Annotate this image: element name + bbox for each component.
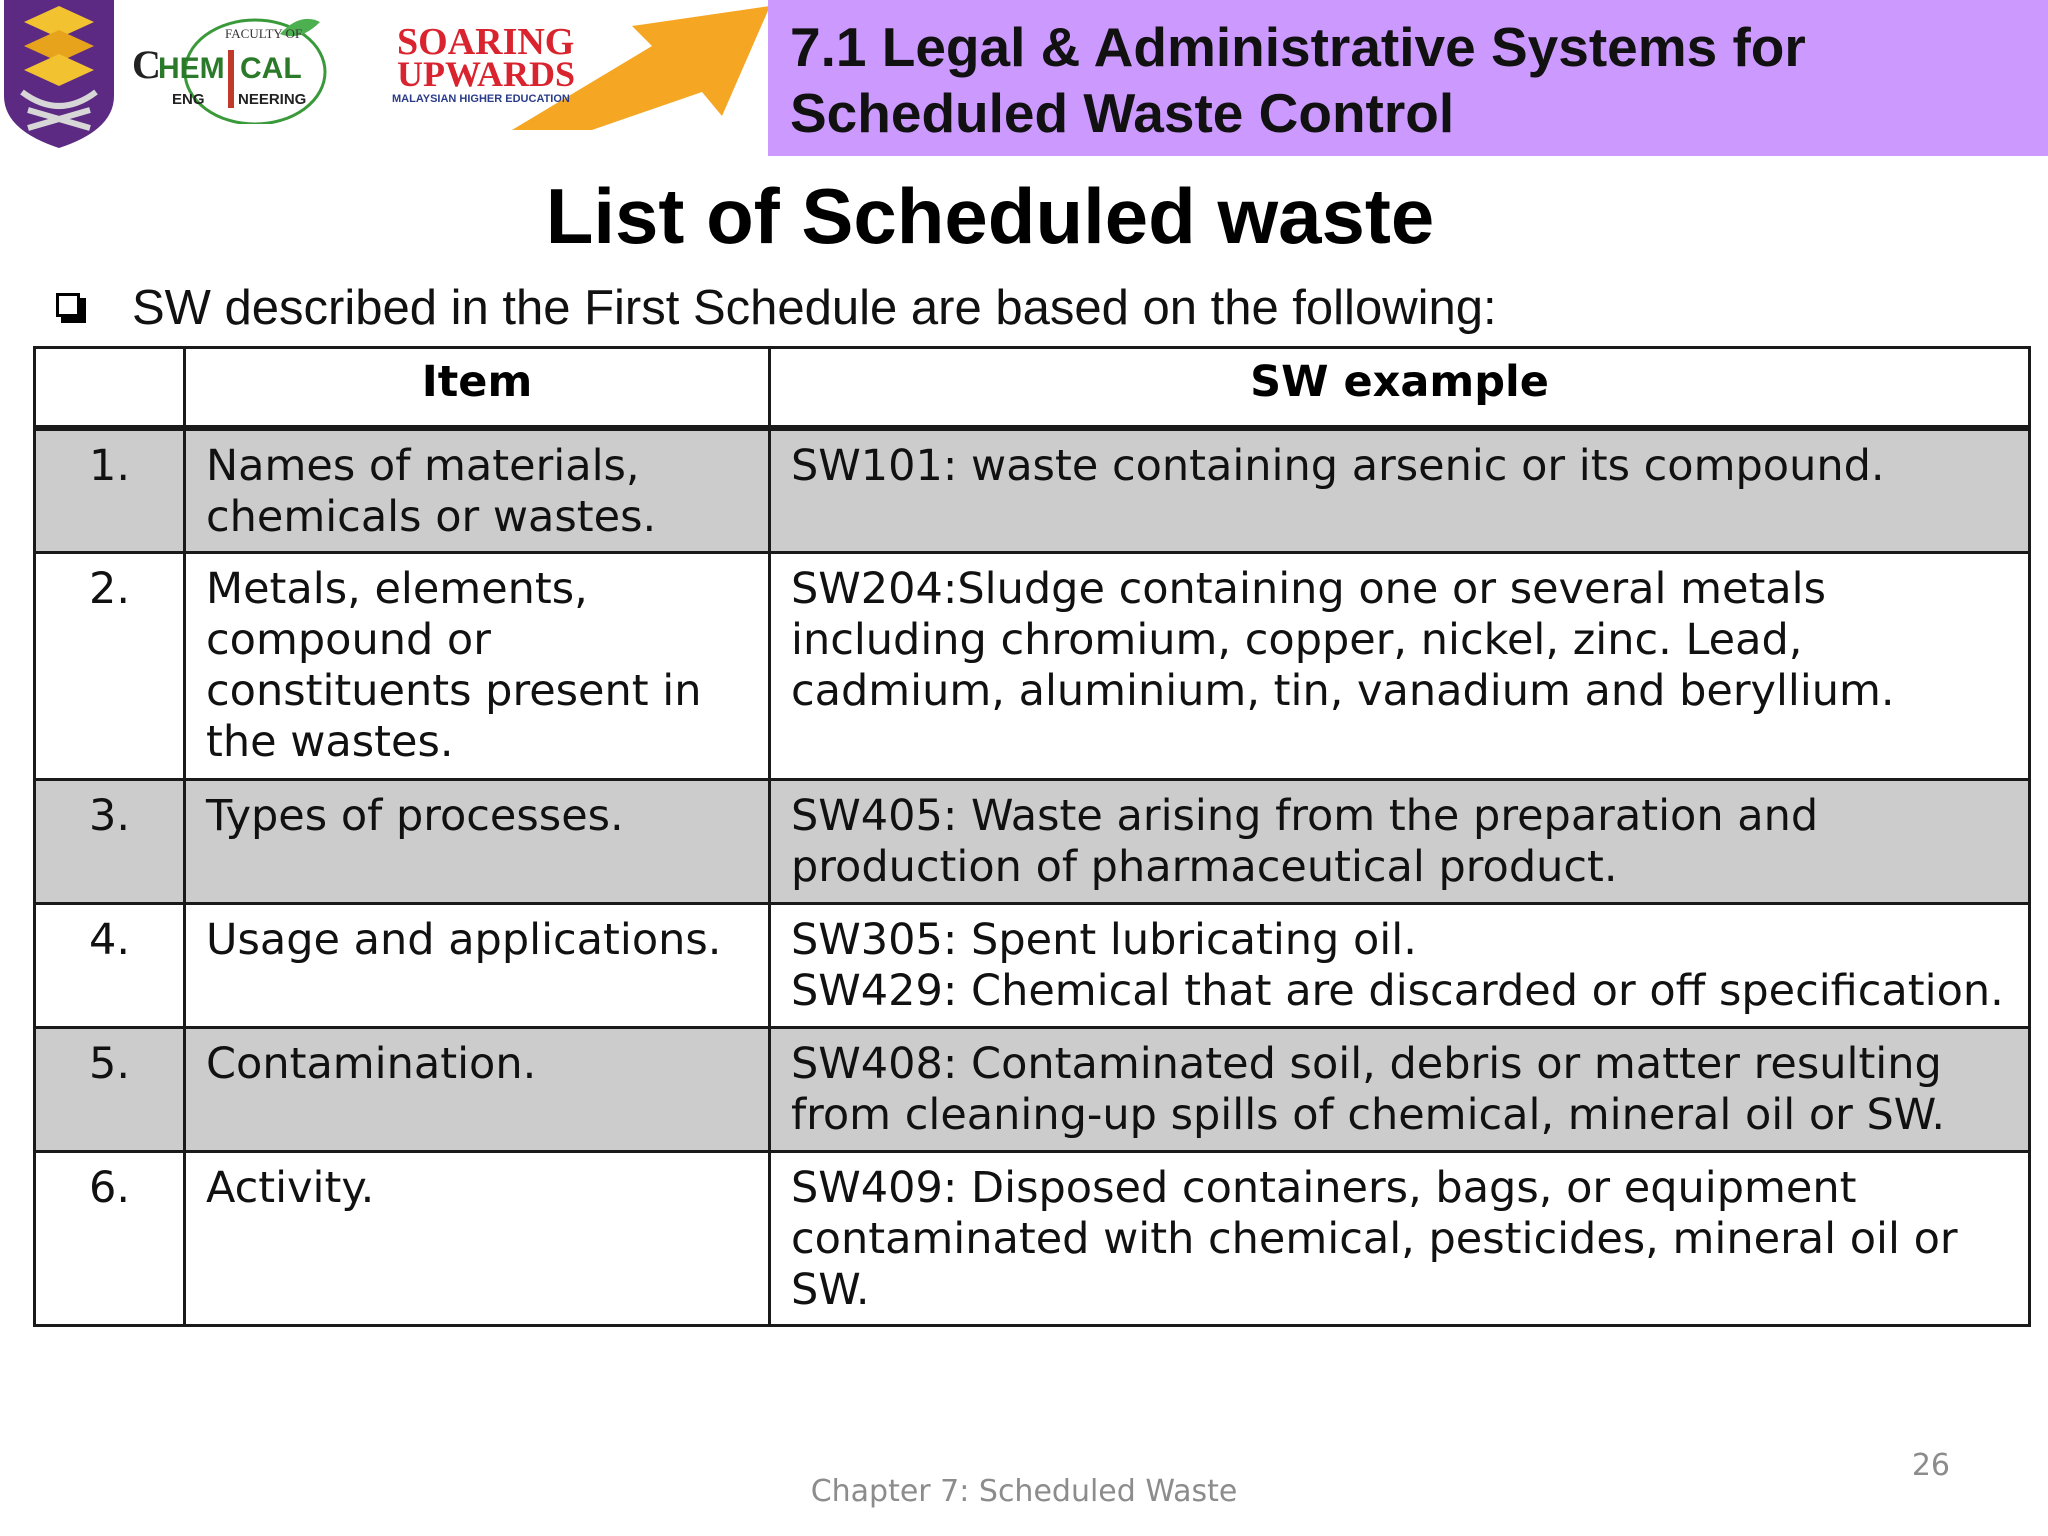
- svg-text:SOARING: SOARING: [397, 21, 575, 63]
- row-item: Names of materials, chemicals or wastes.: [185, 428, 770, 553]
- svg-text:ENG: ENG: [172, 91, 205, 108]
- chemical-engineering-logo: [130, 12, 385, 124]
- row-number: 1.: [35, 428, 185, 553]
- row-number: 3.: [35, 779, 185, 903]
- row-number: 4.: [35, 903, 185, 1027]
- header-sw-example: SW example: [770, 348, 2030, 428]
- row-number: 2.: [35, 552, 185, 779]
- svg-text:C: C: [132, 42, 161, 87]
- title-line-2: Scheduled Waste Control: [790, 82, 1455, 144]
- uitm-logo: [0, 0, 118, 148]
- checkbox-bullet-icon: [56, 293, 86, 323]
- bullet-line: [56, 278, 1497, 338]
- row-example: SW101: waste containing arsenic or its compound.: [770, 428, 2030, 553]
- page-number: 26: [1911, 1448, 1950, 1483]
- table-header-row: [35, 348, 2030, 428]
- row-item: Activity.: [185, 1151, 770, 1325]
- table-row: [35, 1151, 2030, 1325]
- row-number: 6.: [35, 1151, 185, 1325]
- row-item: Usage and applications.: [185, 903, 770, 1027]
- soaring-upwards-logo: [392, 6, 770, 130]
- svg-text:MALAYSIAN HIGHER EDUCATION: MALAYSIAN HIGHER EDUCATION: [392, 93, 570, 105]
- row-item: Contamination.: [185, 1027, 770, 1151]
- row-item: Metals, elements, compound or constituents present in the wastes.: [185, 552, 770, 779]
- row-example: SW408: Contaminated soil, debris or matter resulting from cleaning-up spills of chemical, mineral oil or SW.: [770, 1027, 2030, 1151]
- header-item: Item: [185, 348, 770, 428]
- svg-text:CAL: CAL: [240, 52, 302, 85]
- scheduled-waste-table: [33, 346, 2031, 1327]
- row-example: SW409: Disposed containers, bags, or equipment contaminated with chemical, pesticides, mineral oil or SW.: [770, 1151, 2030, 1325]
- slide-heading: List of Scheduled waste: [545, 172, 1435, 260]
- title-banner: [768, 0, 2048, 156]
- table-row: [35, 779, 2030, 903]
- table-row: [35, 428, 2030, 553]
- row-example: SW204:Sludge containing one or several metals including chromium, copper, nickel, zinc. Lead, cadmium, aluminium, tin, vanadium and beryllium.: [770, 552, 2030, 779]
- header-number: [35, 348, 185, 428]
- row-number: 5.: [35, 1027, 185, 1151]
- header-logos: [0, 0, 770, 156]
- title-line-1: 7.1 Legal & Administrative Systems for: [790, 16, 1806, 78]
- svg-text:UPWARDS: UPWARDS: [397, 54, 576, 94]
- row-example: SW305: Spent lubricating oil. SW429: Chemical that are discarded or off specification.: [770, 903, 2030, 1027]
- svg-text:NEERING: NEERING: [238, 91, 307, 108]
- chem-faculty-text: FACULTY OF: [225, 26, 303, 41]
- svg-text:HEM: HEM: [158, 52, 225, 85]
- bullet-text: SW described in the First Schedule are based on the following:: [132, 281, 1497, 335]
- table-row: [35, 1027, 2030, 1151]
- row-item: Types of processes.: [185, 779, 770, 903]
- footer-chapter: Chapter 7: Scheduled Waste: [810, 1474, 1238, 1509]
- table-row: [35, 552, 2030, 779]
- row-example: SW405: Waste arising from the preparation and production of pharmaceutical product.: [770, 779, 2030, 903]
- table-row: [35, 903, 2030, 1027]
